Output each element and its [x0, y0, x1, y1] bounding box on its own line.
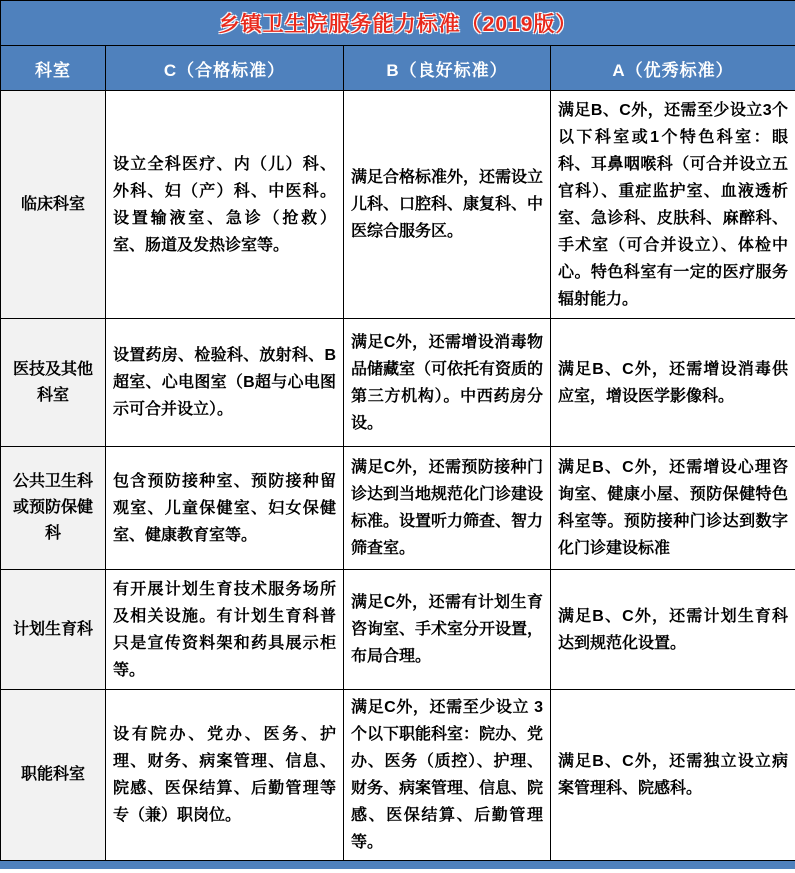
column-header-c-standard: C（合格标准）	[106, 46, 344, 91]
dept-cell: 职能科室	[1, 690, 106, 861]
table-row-public-health	[1, 447, 795, 570]
standard-cell-c: 包含预防接种室、预防接种留观室、儿童保健室、妇女保健室、健康教育室等。	[106, 447, 344, 570]
standard-cell-c: 设置药房、检验科、放射科、B超室、心电图室（B超与心电图示可合并设立）。	[106, 319, 344, 447]
dept-cell: 计划生育科	[1, 570, 106, 690]
standard-cell-a: 满足B、C外，还需计划生育科达到规范化设置。	[551, 570, 795, 690]
bottom-accent-strip	[0, 861, 795, 869]
standard-cell-a: 满足B、C外，还需独立设立病案管理科、院感科。	[551, 690, 795, 861]
standard-cell-a: 满足B、C外，还需增设心理咨询室、健康小屋、预防保健特色科室等。预防接种门诊达到数字化门诊建设标准	[551, 447, 795, 570]
standard-cell-b: 满足C外，还需预防接种门诊达到当地规范化门诊建设标准。设置听力筛查、智力筛查室。	[344, 447, 551, 570]
standard-cell-c: 有开展计划生育技术服务场所及相关设施。有计划生育科普只是宣传资料架和药具展示柜等。	[106, 570, 344, 690]
header-row	[1, 46, 795, 91]
standard-cell-b: 满足C外，还需至少设立 3 个以下职能科室：院办、党办、医务（质控）、护理、财务、病案管理、信息、院感、医保结算、后勤管理等。	[344, 690, 551, 861]
column-header-b-standard: B（良好标准）	[344, 46, 551, 91]
table-row-functional	[1, 690, 795, 861]
table-row-family-planning	[1, 570, 795, 690]
standard-cell-b: 满足C外，还需增设消毒物品储藏室（可依托有资质的第三方机构）。中西药房分设。	[344, 319, 551, 447]
standard-cell-b: 满足C外，还需有计划生育咨询室、手术室分开设置，布局合理。	[344, 570, 551, 690]
page-title: 乡镇卫生院服务能力标准（2019版）	[1, 1, 795, 46]
standard-cell-c: 设立全科医疗、内（儿）科、外科、妇（产）科、中医科。设置输液室、急诊（抢救）室、肠道及发热诊室等。	[106, 91, 344, 319]
standard-cell-a: 满足B、C外，还需增设消毒供应室，增设医学影像科。	[551, 319, 795, 447]
standard-cell-c: 设有院办、党办、医务、护理、财务、病案管理、信息、院感、医保结算、后勤管理等专（兼）职岗位。	[106, 690, 344, 861]
dept-cell: 公共卫生科或预防保健科	[1, 447, 106, 570]
table-row-clinical	[1, 91, 795, 319]
title-row	[1, 1, 795, 46]
column-header-dept: 科室	[1, 46, 106, 91]
standard-cell-a: 满足B、C外，还需至少设立3个以下科室或1个特色科室：眼科、耳鼻咽喉科（可合并设立五官科）、重症监护室、血液透析室、急诊科、皮肤科、麻醉科、手术室（可合并设立）、体检中心。特色科室有一定的医疗服务辐射能力。	[551, 91, 795, 319]
column-header-a-standard: A（优秀标准）	[551, 46, 795, 91]
standard-cell-b: 满足合格标准外，还需设立儿科、口腔科、康复科、中医综合服务区。	[344, 91, 551, 319]
dept-cell: 临床科室	[1, 91, 106, 319]
dept-cell: 医技及其他科室	[1, 319, 106, 447]
table-row-medtech	[1, 319, 795, 447]
